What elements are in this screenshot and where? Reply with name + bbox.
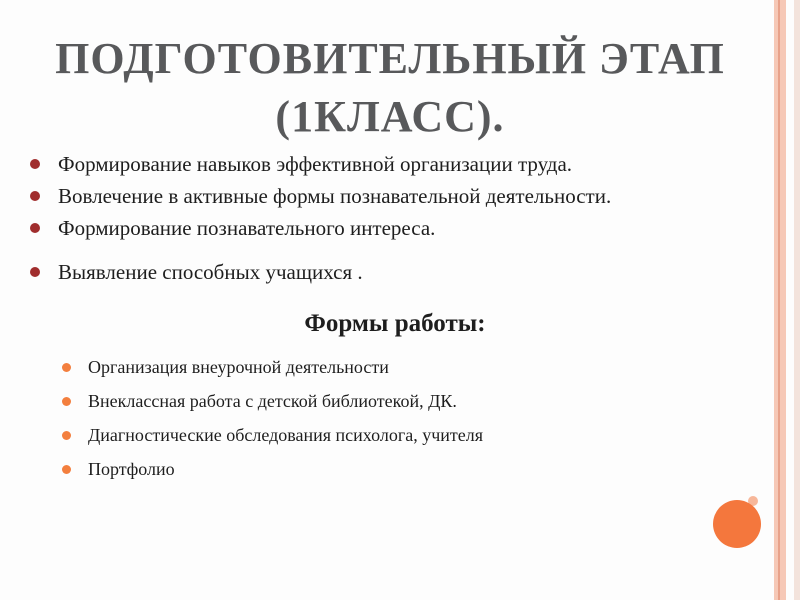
main-list-item-text: Формирование навыков эффективной организации труда. [58, 152, 573, 176]
bullet-dot-icon [30, 191, 40, 201]
sub-bullet-dot-icon [62, 465, 71, 474]
bullet-dot-icon [30, 267, 40, 277]
main-list-item-text: Выявление способных учащихся . [58, 260, 363, 284]
bullet-dot-icon [30, 223, 40, 233]
sub-list-item [62, 418, 702, 452]
sub-list-item [62, 350, 702, 384]
sub-list-item-text: Диагностические обследования психолога, учителя [88, 425, 484, 445]
forms-heading: Формы работы: [304, 310, 486, 337]
side-bar-line [778, 0, 780, 600]
large-circle-decoration [713, 500, 761, 548]
main-list-item [30, 148, 770, 180]
sub-list-item-text: Организация внеурочной деятельности [88, 357, 389, 377]
sub-list-item [62, 384, 702, 418]
sub-bullet-dot-icon [62, 431, 71, 440]
main-list-item [30, 212, 770, 244]
sub-list-item [62, 452, 702, 486]
bullet-dot-icon [30, 159, 40, 169]
side-bar [774, 0, 786, 600]
sub-bullet-dot-icon [62, 363, 71, 372]
sub-bullet-dot-icon [62, 397, 71, 406]
slide-title-line-2: (1КЛАСС). [275, 92, 505, 141]
sub-bullet-list [62, 350, 702, 486]
slide-title [40, 30, 740, 146]
main-list-item-text: Вовлечение в активные формы познавательной деятельности. [58, 184, 612, 208]
sub-list-item-text: Внеклассная работа с детской библиотекой, ДК. [88, 391, 457, 411]
main-bullet-list [30, 148, 770, 288]
main-list-item [30, 180, 770, 212]
side-bar-edge [794, 0, 800, 600]
main-list-item-text: Формирование познавательного интереса. [58, 216, 436, 240]
sub-list-item-text: Портфолио [88, 459, 175, 479]
slide-title-line-1: ПОДГОТОВИТЕЛЬНЫЙ ЭТАП [55, 34, 725, 83]
main-list-item [30, 256, 770, 288]
